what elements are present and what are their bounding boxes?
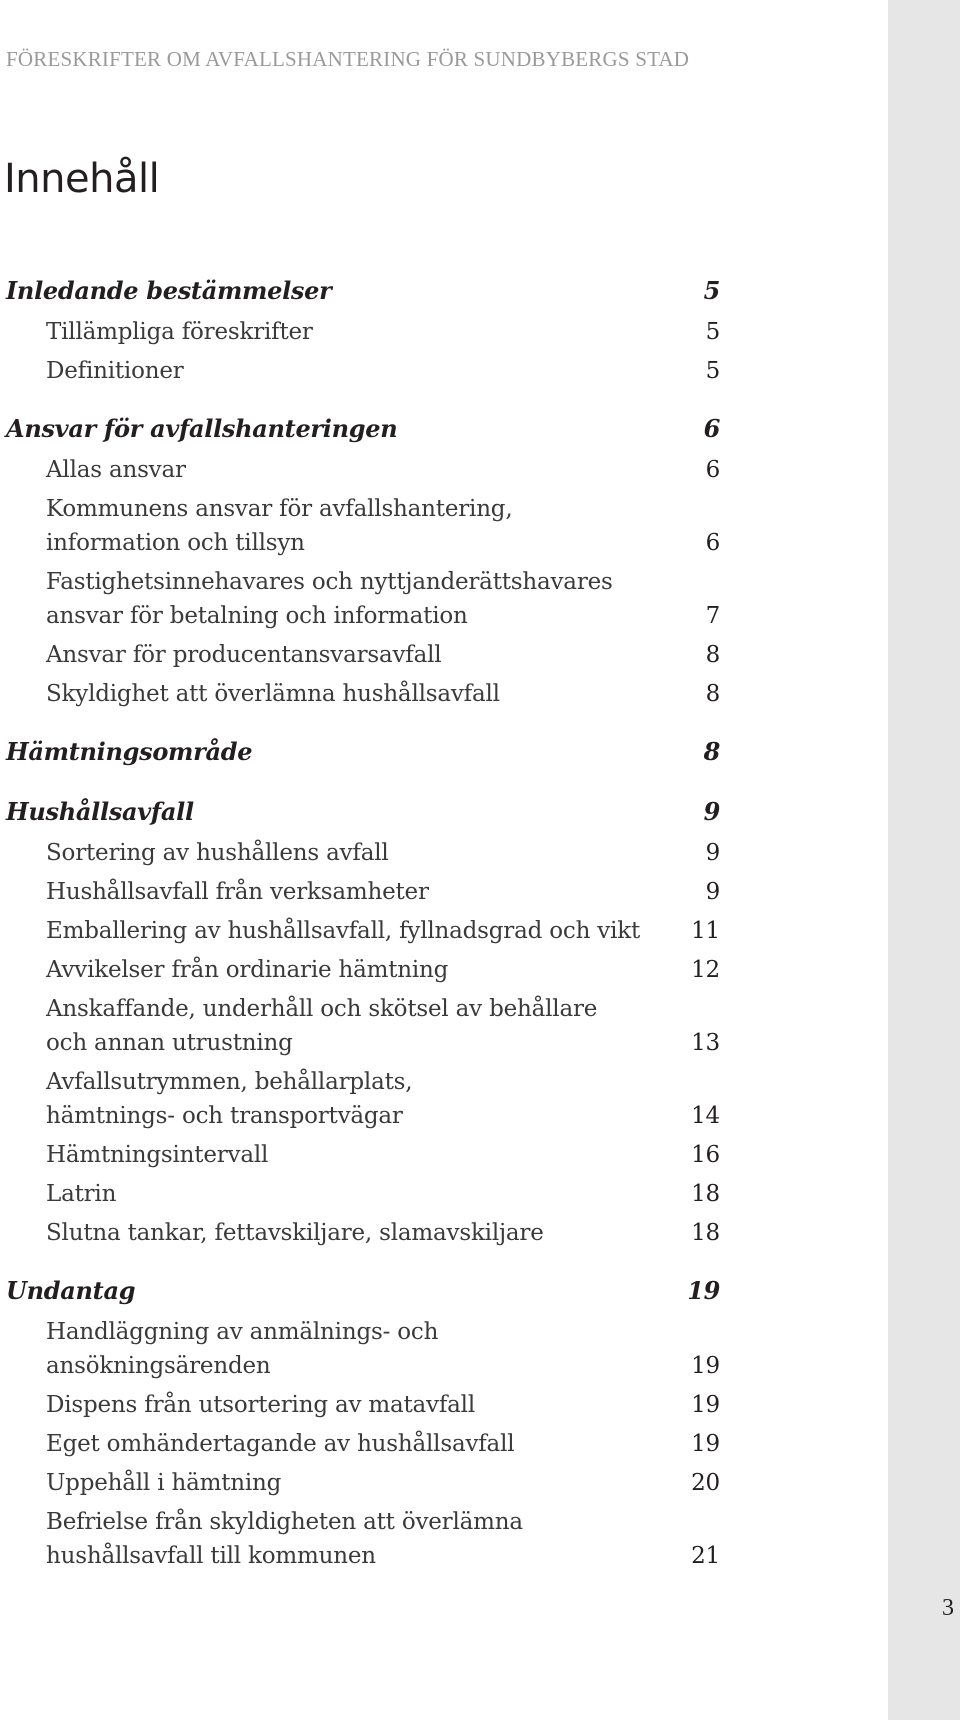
toc-entry-label: Ansvar för avfallshanteringen [6,414,398,443]
toc-entry-label: Inledande bestämmelser [6,276,332,305]
toc-entry-label: Skyldighet att överlämna hushållsavfall [46,681,500,707]
toc-entry[interactable] [0,1177,720,1211]
toc-entry-page: 6 [705,457,720,483]
toc-entry-label: Dispens från utsortering av matavfall [46,1392,475,1418]
toc-entry-page: 13 [691,1030,720,1056]
table-of-contents [0,272,720,1573]
toc-entry-page: 19 [691,1431,720,1457]
toc-entry-page: 19 [691,1353,720,1379]
toc-entry[interactable] [0,836,720,870]
toc-entry-label: Kommunens ansvar för avfallshantering, information och tillsyn [46,496,513,556]
toc-entry-label: Befrielse från skyldigheten att överlämna hushållsavfall till kommunen [46,1509,523,1569]
toc-entry[interactable] [0,354,720,388]
toc-entry-label: Undantag [6,1276,136,1305]
toc-entry-page: 8 [705,681,720,707]
toc-entry-label: Definitioner [46,358,184,384]
page-margin-band [888,0,960,1720]
toc-entry-label: Tillämpliga föreskrifter [46,319,313,345]
toc-entry[interactable] [0,1388,720,1422]
page-number: 3 [942,1595,954,1621]
toc-entry[interactable] [0,453,720,487]
toc-entry-label: Anskaffande, underhåll och skötsel av behållare och annan utrustning [46,996,598,1056]
toc-entry-page: 16 [691,1142,720,1168]
page-title: Innehåll [4,156,160,202]
toc-entry-label: Hämtningsområde [6,737,253,766]
toc-entry-page: 18 [691,1220,720,1246]
toc-section-heading[interactable] [0,733,720,771]
toc-entry-page: 5 [705,358,720,384]
toc-entry-label: Avvikelser från ordinarie hämtning [46,957,449,983]
toc-entry[interactable] [0,1216,720,1250]
toc-entry[interactable] [0,1138,720,1172]
toc-entry-page: 14 [691,1103,720,1129]
toc-entry-label: Latrin [46,1181,117,1207]
toc-entry-page: 20 [691,1470,720,1496]
toc-entry[interactable] [0,1505,720,1573]
toc-entry[interactable] [0,677,720,711]
toc-entry-page: 18 [691,1181,720,1207]
toc-entry-page: 11 [691,918,720,944]
toc-section-heading[interactable] [0,1272,720,1310]
toc-entry-label: Emballering av hushållsavfall, fyllnadsgrad och vikt [46,918,641,944]
toc-entry-label: Allas ansvar [46,457,186,483]
toc-entry-label: Handläggning av anmälnings- och ansökningsärenden [46,1319,439,1379]
toc-entry-label: Hushållsavfall [6,797,194,826]
toc-entry-label: Uppehåll i hämtning [46,1470,282,1496]
toc-entry-page: 6 [705,530,720,556]
toc-entry[interactable] [0,315,720,349]
toc-entry-label: Hämtningsintervall [46,1142,269,1168]
toc-entry-page: 8 [705,642,720,668]
toc-entry[interactable] [0,492,720,560]
toc-entry-page: 5 [705,319,720,345]
toc-entry-page: 9 [705,879,720,905]
toc-entry[interactable] [0,1427,720,1461]
toc-entry-label: Sortering av hushållens avfall [46,840,389,866]
toc-entry[interactable] [0,1315,720,1383]
running-header: FÖRESKRIFTER OM AVFALLSHANTERING FÖR SUNDBYBERGS STAD [6,47,690,71]
toc-entry-label: Ansvar för producentansvarsavfall [46,642,442,668]
toc-entry-label: Eget omhändertagande av hushållsavfall [46,1431,515,1457]
toc-entry[interactable] [0,953,720,987]
toc-entry[interactable] [0,638,720,672]
toc-entry-page: 7 [705,603,720,629]
toc-entry-page: 19 [691,1392,720,1418]
toc-section-heading[interactable] [0,410,720,448]
toc-entry[interactable] [0,1466,720,1500]
toc-section-heading[interactable] [0,272,720,310]
toc-entry-page: 6 [703,414,720,443]
toc-entry-page: 9 [703,797,720,826]
toc-entry-page: 5 [703,276,720,305]
toc-entry-label: Slutna tankar, fettavskiljare, slamavskiljare [46,1220,544,1246]
toc-section-heading[interactable] [0,793,720,831]
toc-entry-label: Hushållsavfall från verksamheter [46,879,429,905]
toc-entry[interactable] [0,875,720,909]
toc-entry[interactable] [0,565,720,633]
toc-entry-page: 21 [691,1543,720,1569]
toc-entry-label: Fastighetsinnehavares och nyttjanderättshavares ansvar för betalning och information [46,569,613,629]
toc-entry[interactable] [0,914,720,948]
toc-entry-label: Avfallsutrymmen, behållarplats, hämtnings- och transportvägar [46,1069,413,1129]
toc-entry[interactable] [0,992,720,1060]
toc-entry-page: 19 [687,1276,720,1305]
toc-entry-page: 12 [691,957,720,983]
toc-entry[interactable] [0,1065,720,1133]
toc-entry-page: 9 [705,840,720,866]
toc-entry-page: 8 [703,737,720,766]
